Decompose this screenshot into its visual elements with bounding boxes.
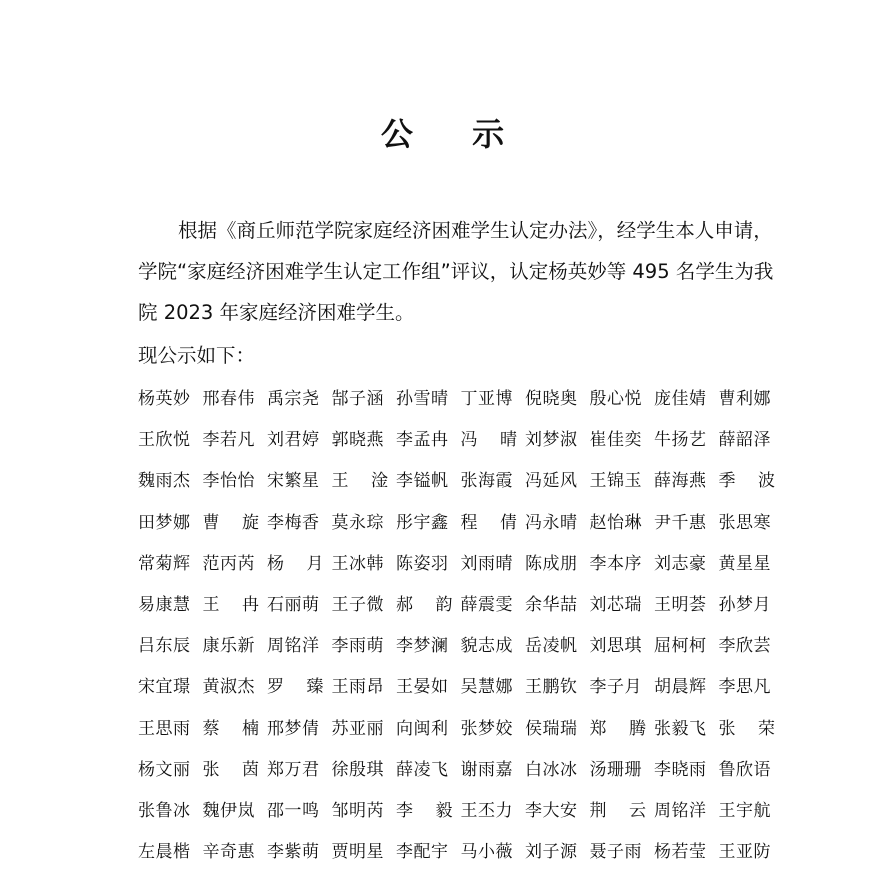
name-given: 季 (718, 471, 736, 492)
student-name: 李思凡 (718, 677, 771, 698)
name-given: 程 (460, 512, 478, 533)
student-name (267, 664, 324, 705)
student-name: 薛震雯 (460, 595, 513, 616)
student-name: 马小薇 (460, 842, 513, 863)
student-name: 郭晓燕 (331, 430, 384, 451)
student-name: 宋繁星 (267, 471, 320, 492)
student-name: 牛扬艺 (654, 430, 707, 451)
student-name: 庞佳婧 (654, 389, 707, 410)
name-family: 臻 (306, 677, 324, 698)
student-name: 陈姿羽 (396, 553, 449, 574)
student-name: 张海霞 (460, 471, 513, 492)
name-given: 曹 (202, 512, 220, 533)
student-name (590, 788, 647, 829)
student-name (719, 706, 776, 747)
intro-text: 根据《商丘师范学院家庭经济困难学生认定办法》，经学生本人申请，学院“家庭经济困难学生认定工作组”评议，认定杨英妙等 495 名学生为我院 2023 年家庭经济困难学生。 (138, 219, 774, 324)
student-name: 汤珊珊 (589, 759, 642, 780)
student-name: 岳凌帆 (525, 636, 578, 657)
student-name: 鲁欣语 (718, 759, 771, 780)
student-name: 李本序 (589, 553, 642, 574)
name-family: 腾 (629, 718, 647, 739)
student-name: 冯延风 (525, 471, 578, 492)
student-name: 邹明芮 (331, 800, 384, 821)
student-name: 王亚防 (718, 842, 771, 863)
student-name: 刘芯瑞 (589, 595, 642, 616)
name-given: 王 (331, 471, 349, 492)
student-name: 丁亚博 (460, 389, 513, 410)
student-name: 貌志成 (460, 636, 513, 657)
student-name: 吕东辰 (138, 636, 191, 657)
name-family: 韵 (435, 595, 453, 616)
student-name: 刘梦淑 (525, 430, 578, 451)
student-name: 刘子源 (525, 842, 578, 863)
name-family: 倩 (500, 512, 518, 533)
student-name: 左晨楷 (138, 842, 191, 863)
student-name: 黄星星 (718, 553, 771, 574)
name-family: 淦 (371, 471, 389, 492)
student-name: 杨文丽 (138, 759, 191, 780)
student-name: 彤宇鑫 (396, 512, 449, 533)
student-name: 贾明星 (331, 842, 384, 863)
student-name: 李配宇 (396, 842, 449, 863)
student-name: 尹千惠 (654, 512, 707, 533)
student-name: 王晏如 (396, 677, 449, 698)
name-given: 郑 (589, 718, 607, 739)
student-name (461, 500, 518, 541)
student-name: 倪晓奥 (525, 389, 578, 410)
student-name: 周铭洋 (267, 636, 320, 657)
student-name: 李若凡 (202, 430, 255, 451)
student-name: 崔佳奕 (589, 430, 642, 451)
student-name: 王雨昂 (331, 677, 384, 698)
student-name: 苏亚丽 (331, 718, 384, 739)
student-name: 张鲁冰 (138, 800, 191, 821)
name-family: 毅 (435, 800, 453, 821)
student-name: 余华喆 (525, 595, 578, 616)
student-name (396, 582, 453, 623)
student-name: 刘雨晴 (460, 553, 513, 574)
name-given: 张 (202, 759, 220, 780)
name-family: 晴 (500, 430, 518, 451)
student-name: 范丙芮 (202, 553, 255, 574)
student-name (203, 747, 260, 788)
student-name: 李欣芸 (718, 636, 771, 657)
student-name: 王子微 (331, 595, 384, 616)
student-name: 李梦澜 (396, 636, 449, 657)
student-name: 张思寒 (718, 512, 771, 533)
student-name (267, 541, 324, 582)
student-name: 辛奇惠 (202, 842, 255, 863)
student-name: 王冰韩 (331, 553, 384, 574)
student-name: 向闽利 (396, 718, 449, 739)
student-name: 常菊辉 (138, 553, 191, 574)
student-name: 徐殷琪 (331, 759, 384, 780)
student-name: 郑万君 (267, 759, 320, 780)
list-heading: 现公示如下： (138, 344, 256, 367)
student-name: 禹宗尧 (267, 389, 320, 410)
student-name: 李雨萌 (331, 636, 384, 657)
student-name: 李梅香 (267, 512, 320, 533)
student-name: 杨英妙 (138, 389, 191, 410)
name-given: 杨 (267, 553, 285, 574)
student-name: 白冰冰 (525, 759, 578, 780)
student-name: 刘志豪 (654, 553, 707, 574)
student-name: 李孟冉 (396, 430, 449, 451)
student-name (203, 582, 260, 623)
student-name: 赵怡琳 (589, 512, 642, 533)
student-name (203, 706, 260, 747)
student-name: 殷心悦 (589, 389, 642, 410)
student-name: 魏雨杰 (138, 471, 191, 492)
name-family: 楠 (242, 718, 260, 739)
student-name: 李紫萌 (267, 842, 320, 863)
student-name (461, 417, 518, 458)
student-name: 郜子涵 (331, 389, 384, 410)
student-name: 王鹏钦 (525, 677, 578, 698)
student-name: 聂子雨 (589, 842, 642, 863)
student-name: 李怡怡 (202, 471, 255, 492)
student-name: 薛韶泽 (718, 430, 771, 451)
student-name: 孙梦月 (718, 595, 771, 616)
student-name: 王欣悦 (138, 430, 191, 451)
student-name: 吴慧娜 (460, 677, 513, 698)
student-name: 杨若莹 (654, 842, 707, 863)
student-name (396, 788, 453, 829)
student-name: 宋宜璟 (138, 677, 191, 698)
name-family: 月 (306, 553, 324, 574)
student-name: 曹利娜 (718, 389, 771, 410)
student-name: 田梦娜 (138, 512, 191, 533)
name-given: 荆 (589, 800, 607, 821)
name-family: 荣 (758, 718, 776, 739)
student-name (590, 706, 647, 747)
student-name: 侯瑞瑞 (525, 718, 578, 739)
student-name: 王明荟 (654, 595, 707, 616)
document-title: 公 示 (380, 115, 529, 153)
name-given: 王 (202, 595, 220, 616)
student-name (332, 458, 389, 499)
student-name: 王丕力 (460, 800, 513, 821)
student-name: 屈柯柯 (654, 636, 707, 657)
student-name: 张毅飞 (654, 718, 707, 739)
student-name: 魏伊岚 (202, 800, 255, 821)
student-name: 易康慧 (138, 595, 191, 616)
student-name: 冯永晴 (525, 512, 578, 533)
student-name: 王思雨 (138, 718, 191, 739)
name-family: 旋 (242, 512, 260, 533)
name-given: 罗 (267, 677, 285, 698)
student-name: 王锦玉 (589, 471, 642, 492)
student-name: 周铭洋 (654, 800, 707, 821)
student-name: 石丽萌 (267, 595, 320, 616)
name-family: 茵 (242, 759, 260, 780)
student-name: 孙雪晴 (396, 389, 449, 410)
name-given: 李 (396, 800, 414, 821)
student-name (203, 500, 260, 541)
student-name: 邢梦倩 (267, 718, 320, 739)
student-name: 胡晨辉 (654, 677, 707, 698)
student-name: 薛凌飞 (396, 759, 449, 780)
student-name: 莫永琮 (331, 512, 384, 533)
student-name: 康乐新 (202, 636, 255, 657)
name-family: 冉 (242, 595, 260, 616)
student-name: 谢雨嘉 (460, 759, 513, 780)
intro-paragraph (138, 210, 778, 333)
student-name: 李大安 (525, 800, 578, 821)
student-name: 王宇航 (718, 800, 771, 821)
student-name: 邢春伟 (202, 389, 255, 410)
name-given: 冯 (460, 430, 478, 451)
student-name-list (138, 376, 788, 870)
student-name: 刘思琪 (589, 636, 642, 657)
student-name: 黄淑杰 (202, 677, 255, 698)
student-name: 李晓雨 (654, 759, 707, 780)
student-name: 刘君婷 (267, 430, 320, 451)
name-family: 波 (758, 471, 776, 492)
name-family: 云 (629, 800, 647, 821)
name-given: 郝 (396, 595, 414, 616)
student-name: 李镒帆 (396, 471, 449, 492)
student-name: 李子月 (589, 677, 642, 698)
student-name: 陈成朋 (525, 553, 578, 574)
student-name (719, 458, 776, 499)
name-given: 张 (718, 718, 736, 739)
student-name: 张梦姣 (460, 718, 513, 739)
student-name: 薛海燕 (654, 471, 707, 492)
student-name: 邵一鸣 (267, 800, 320, 821)
name-given: 蔡 (202, 718, 220, 739)
